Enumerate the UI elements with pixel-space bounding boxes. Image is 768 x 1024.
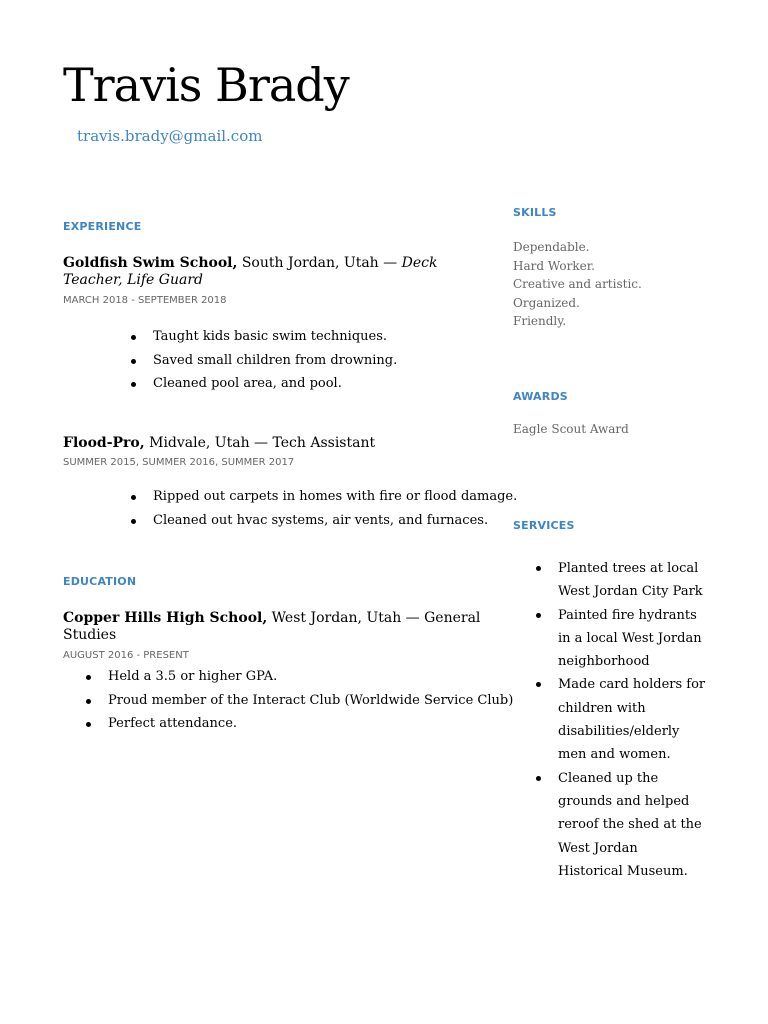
education-school-heading — [63, 610, 483, 644]
email-link[interactable]: travis.brady@gmail.com — [77, 127, 263, 145]
education-dates: AUGUST 2016 - PRESENT — [63, 650, 189, 661]
list-item: Held a 3.5 or higher GPA. — [86, 665, 513, 689]
list-item: Made card holders for children with disabilities/elderly men and women. — [536, 673, 706, 766]
job-bullet-list — [131, 325, 397, 396]
list-item: Organized. — [513, 295, 580, 310]
list-item: Proud member of the Interact Club (Worldwide Service Club) — [86, 689, 513, 713]
education-bullet-list — [86, 665, 513, 736]
job-heading — [63, 435, 483, 452]
job-bullet-list — [131, 485, 517, 532]
education-heading: EDUCATION — [63, 575, 137, 588]
job-role: Tech Assistant — [272, 435, 376, 451]
experience-heading: EXPERIENCE — [63, 220, 142, 233]
list-item: Cleaned pool area, and pool. — [131, 372, 397, 396]
skills-list — [513, 238, 642, 331]
list-item: Painted fire hydrants in a local West Jordan neighborhood — [536, 604, 706, 674]
list-item: Friendly. — [513, 314, 567, 328]
list-item: Taught kids basic swim techniques. — [131, 325, 397, 349]
services-list — [536, 557, 706, 883]
job-dates: MARCH 2018 - SEPTEMBER 2018 — [63, 295, 227, 306]
award-item: Eagle Scout Award — [513, 422, 629, 436]
awards-heading: AWARDS — [513, 390, 568, 403]
job-org: Flood-Pro, — [63, 435, 145, 451]
list-item: Creative and artistic. — [513, 277, 642, 291]
list-item: Cleaned out hvac systems, air vents, and furnaces. — [131, 509, 517, 533]
list-item: Ripped out carpets in homes with fire or flood damage. — [131, 485, 517, 509]
list-item: Hard Worker. — [513, 258, 595, 273]
job-location: South Jordan, Utah — — [237, 255, 402, 271]
list-item: Cleaned up the grounds and helped reroof the shed at the West Jordan Historical Museum. — [536, 767, 706, 883]
job-heading — [63, 255, 483, 289]
skills-heading: SKILLS — [513, 206, 557, 219]
list-item: Perfect attendance. — [86, 712, 513, 736]
job-location: Midvale, Utah — — [144, 435, 273, 451]
job-dates: SUMMER 2015, SUMMER 2016, SUMMER 2017 — [63, 457, 295, 468]
list-item: Saved small children from drowning. — [131, 349, 397, 373]
resume-name: Travis Brady — [63, 58, 349, 112]
school-location: West Jordan, Utah — General Studies — [63, 610, 481, 643]
job-org: Goldfish Swim School, — [63, 255, 238, 271]
job-role: Deck Teacher, Life Guard — [63, 255, 438, 288]
list-item: Dependable. — [513, 240, 590, 254]
school-name: Copper Hills High School, — [63, 610, 268, 626]
list-item: Planted trees at local West Jordan City Park — [536, 557, 706, 604]
services-heading: SERVICES — [513, 519, 575, 532]
